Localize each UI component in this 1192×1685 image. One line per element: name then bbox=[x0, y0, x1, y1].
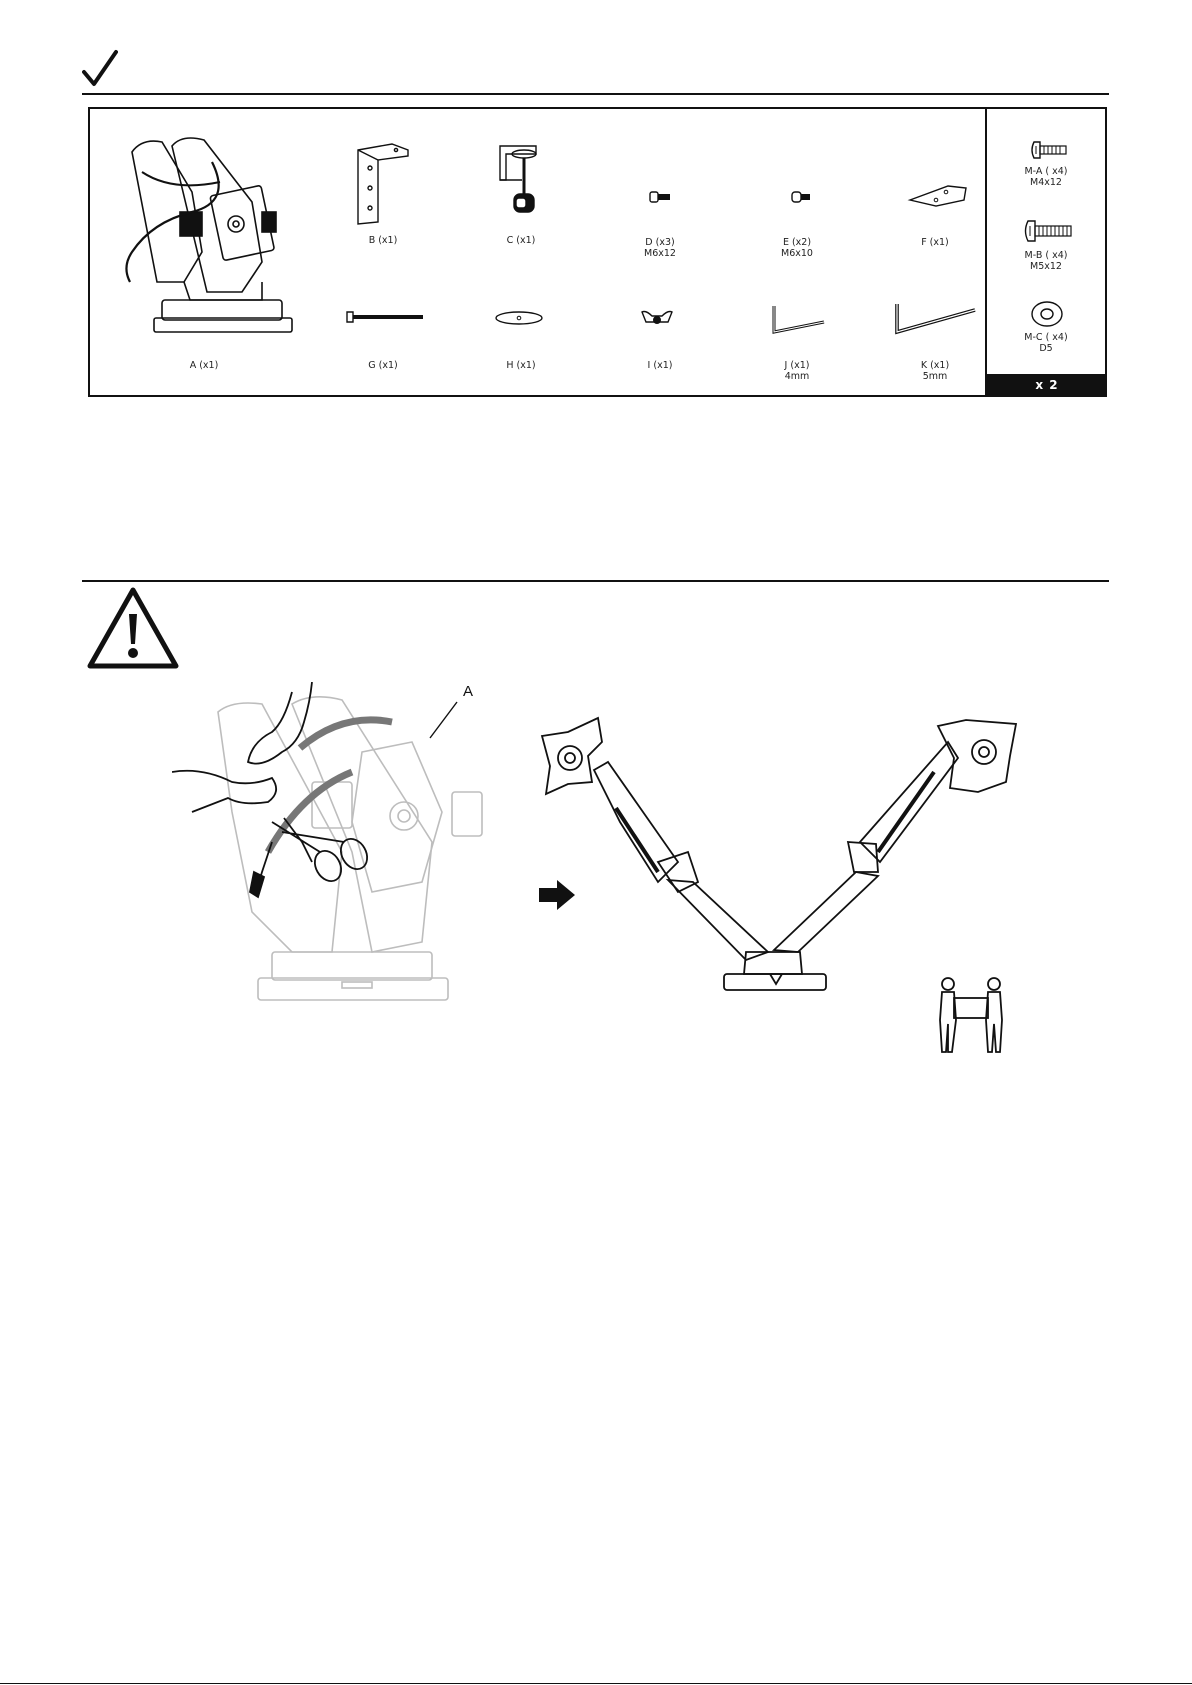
part-e-drawing bbox=[790, 190, 812, 204]
cut-cable-tie-illustration bbox=[172, 682, 502, 1022]
part-d-label: D (x3) M6x12 bbox=[644, 237, 676, 259]
part-m-a-label: M-A ( x4) M4x12 bbox=[1024, 166, 1068, 188]
part-a-label: A (x1) bbox=[189, 360, 219, 371]
part-e-label: E (x2) M6x10 bbox=[781, 237, 813, 259]
part-f-drawing bbox=[906, 182, 970, 210]
part-b-drawing bbox=[352, 138, 412, 228]
warning-triangle-icon bbox=[86, 586, 180, 670]
part-i-label: I (x1) bbox=[647, 360, 673, 371]
part-m-c-drawing bbox=[1030, 300, 1064, 328]
callout-label-a: A bbox=[463, 683, 474, 700]
part-j-drawing bbox=[770, 302, 826, 336]
page-bottom-rule bbox=[0, 1683, 1192, 1684]
part-i-drawing bbox=[640, 308, 674, 328]
part-h-label: H (x1) bbox=[506, 360, 536, 371]
part-d-drawing bbox=[648, 190, 672, 204]
warning-rule bbox=[82, 580, 1109, 582]
part-m-b-drawing bbox=[1022, 218, 1074, 244]
part-h-drawing bbox=[494, 310, 544, 326]
part-c-drawing bbox=[492, 140, 552, 220]
part-b-label: B (x1) bbox=[368, 235, 398, 246]
part-g-label: G (x1) bbox=[368, 360, 398, 371]
part-c-label: C (x1) bbox=[506, 235, 536, 246]
header-rule bbox=[82, 93, 1109, 95]
unfolded-arm-illustration bbox=[538, 712, 1018, 996]
part-m-a-drawing bbox=[1028, 138, 1068, 162]
check-icon bbox=[82, 48, 118, 88]
part-m-b-label: M-B ( x4) M5x12 bbox=[1024, 250, 1068, 272]
part-j-label: J (x1) 4mm bbox=[784, 360, 810, 382]
part-g-drawing bbox=[345, 310, 425, 324]
two-person-lift-icon bbox=[934, 976, 1008, 1054]
parts-divider bbox=[985, 107, 987, 397]
part-m-c-label: M-C ( x4) D5 bbox=[1024, 332, 1068, 354]
part-a-drawing bbox=[112, 132, 312, 342]
part-f-label: F (x1) bbox=[921, 237, 949, 248]
part-k-label: K (x1) 5mm bbox=[920, 360, 950, 382]
part-k-drawing bbox=[893, 300, 977, 336]
monitor-parts-quantity: x 2 bbox=[987, 374, 1107, 397]
